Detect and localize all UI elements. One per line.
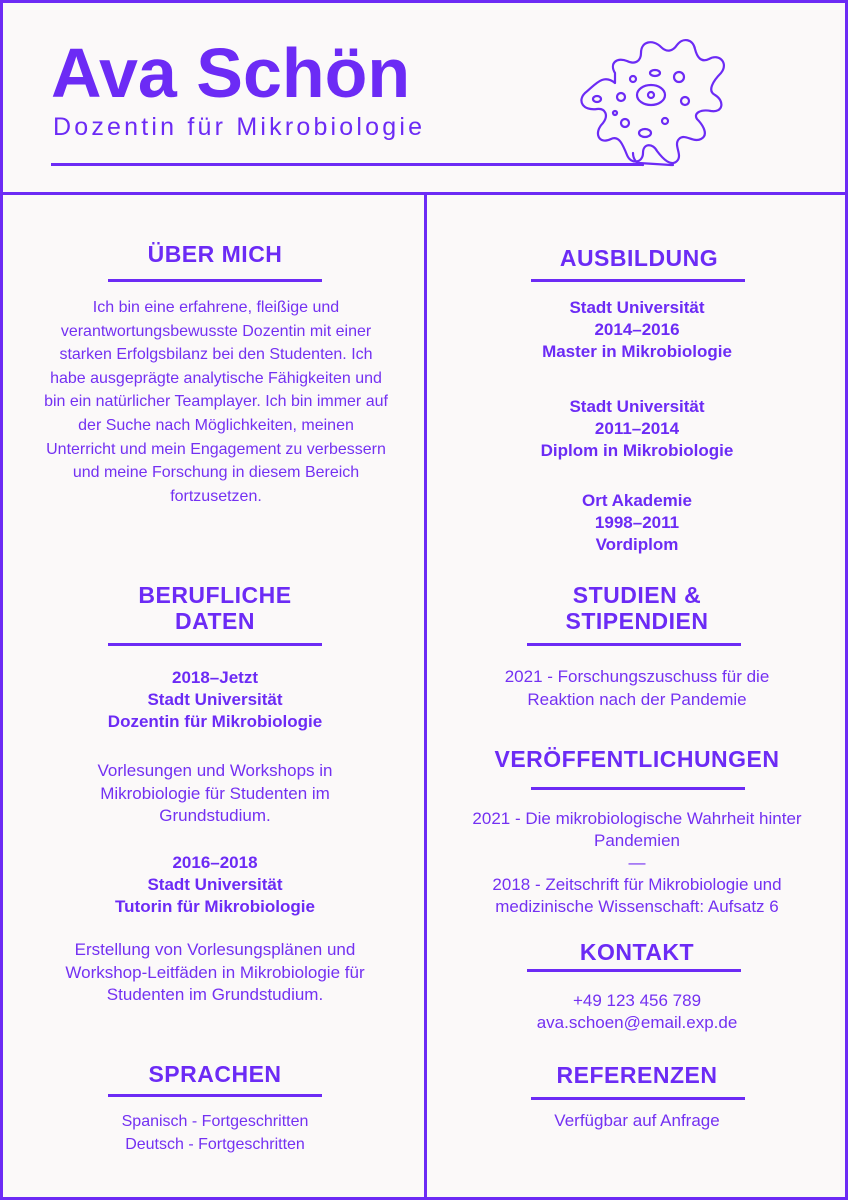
work-title-line1: BERUFLICHE [138, 582, 292, 608]
grants-text: 2021 - Forschungszuschuss für die Reaktion nach der Pandemie [504, 667, 770, 709]
education-rule [531, 279, 745, 282]
languages-rule [108, 1094, 322, 1097]
job-entry [3, 667, 427, 733]
job-description: Erstellung von Vorlesungsplänen und Workshop-Leitfäden in Mikrobiologie für Studenten im Grundstudium. [65, 940, 365, 1004]
work-title-line2: DATEN [174, 608, 255, 634]
education-title: AUSBILDUNG [559, 245, 719, 271]
publications-rule [531, 787, 745, 790]
education-school: Stadt Universität [569, 397, 705, 416]
publication-item: 2021 - Die mikrobiologische Wahrheit hinter Pandemien [472, 809, 802, 850]
references-title: REFERENZEN [556, 1062, 718, 1088]
microbe-icon [575, 33, 733, 169]
job-org: Stadt Universität [147, 875, 283, 894]
education-period: 1998–2011 [594, 513, 680, 532]
languages-title: SPRACHEN [148, 1061, 282, 1087]
education-period: 2011–2014 [594, 419, 680, 438]
education-degree: Diplom in Mikrobiologie [540, 441, 734, 460]
education-degree: Vordiplom [595, 535, 679, 554]
work-rule [108, 643, 322, 646]
references-rule [531, 1097, 745, 1100]
education-school: Stadt Universität [569, 298, 705, 317]
about-title: ÜBER MICH [147, 241, 283, 267]
education-entry [427, 297, 847, 363]
job-period: 2018–Jetzt [171, 668, 258, 687]
job-entry [3, 852, 427, 918]
contact-email[interactable]: ava.schoen@email.exp.de [536, 1013, 738, 1032]
education-school: Ort Akademie [582, 491, 692, 510]
education-degree: Master in Mikrobiologie [542, 342, 732, 361]
grants-rule [527, 643, 741, 646]
publications-title: VERÖFFENTLICHUNGEN [494, 746, 780, 772]
language-item: Deutsch - Fortgeschritten [125, 1135, 305, 1153]
work-title [3, 582, 427, 634]
header-underline [51, 163, 643, 166]
job-position: Dozentin für Mikrobiologie [107, 712, 323, 731]
grants-title-line1: STUDIEN & [572, 582, 702, 608]
grants-title-line2: STIPENDIEN [565, 608, 709, 634]
contact-title: KONTAKT [579, 939, 695, 965]
languages-list [3, 1110, 427, 1156]
references-text: Verfügbar auf Anfrage [554, 1111, 720, 1130]
job-period: 2016–2018 [172, 853, 258, 872]
education-period: 2014–2016 [594, 320, 680, 339]
grants-title [427, 582, 847, 634]
resume-header [3, 3, 845, 195]
contact-block [427, 990, 847, 1034]
language-item: Spanisch - Fortgeschritten [121, 1113, 309, 1130]
person-name: Ava Schön [51, 34, 411, 112]
job-org: Stadt Universität [147, 690, 283, 709]
contact-phone[interactable]: +49 123 456 789 [572, 991, 702, 1010]
education-entry [427, 490, 847, 556]
job-description: Vorlesungen und Workshops in Mikrobiologie für Studenten im Grundstudium. [97, 761, 333, 825]
about-rule [108, 279, 322, 282]
education-entry [427, 396, 847, 462]
publication-separator: — [628, 853, 646, 872]
publication-item: 2018 - Zeitschrift für Mikrobiologie und medizinische Wissenschaft: Aufsatz 6 [492, 875, 782, 916]
contact-rule [527, 969, 741, 972]
job-position: Tutorin für Mikrobiologie [115, 897, 315, 916]
publications-list [447, 808, 827, 918]
person-role: Dozentin für Mikrobiologie [53, 113, 426, 141]
about-text: Ich bin eine erfahrene, fleißige und verantwortungsbewusste Dozentin mit einer starken Erfolgsbilanz bei den Studenten. Ich habe ausgeprägte analytische Fähigkeiten und bin ein natürlicher Teamplayer. Ich bin immer auf der Suche nach Möglichkeiten, meinen Unterricht und mein Engagement zu verbessern und meine Forschung in diesem Bereich fortzusetzen. [44, 299, 388, 505]
